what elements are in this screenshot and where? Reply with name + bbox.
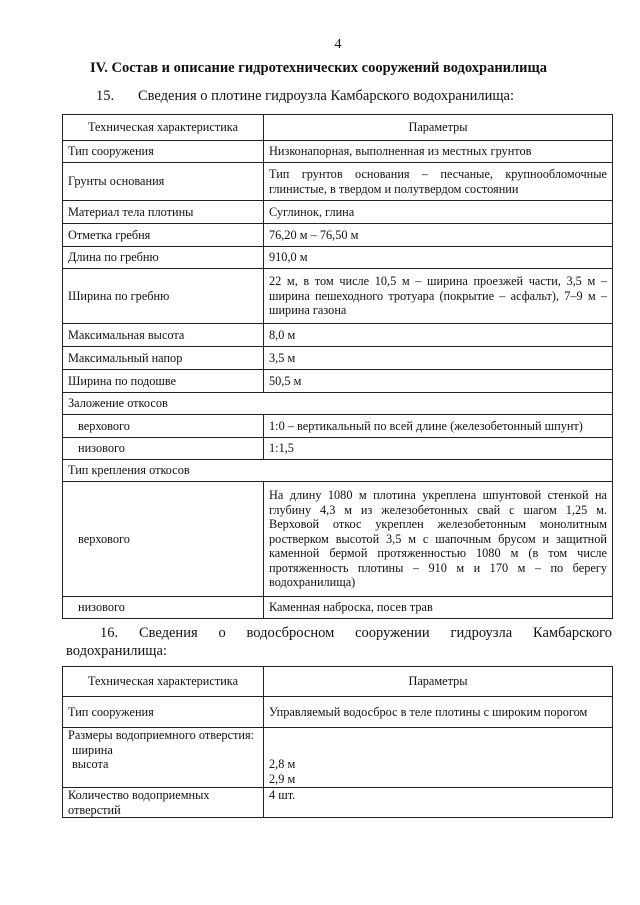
row-value: 1:0 – вертикальный по всей длине (железобетонный шпунт) <box>264 415 613 438</box>
column-header-characteristic: Техническая характеристика <box>63 115 264 141</box>
dam-specs-table <box>62 114 613 619</box>
row-label: низового <box>63 438 264 460</box>
row-value: 22 м, в том числе 10,5 м – ширина проезжей части, 3,5 м – ширина пешеходного тротуара (покрытие – асфальт), 7–9 м – ширина газона <box>264 269 613 324</box>
table-row <box>63 597 613 619</box>
table-row <box>63 141 613 163</box>
table-row <box>63 697 613 728</box>
table-row <box>63 224 613 247</box>
paragraph-16-line-1 <box>66 624 612 642</box>
paragraph-16-line-2: водохранилища: <box>66 643 167 659</box>
row-label: Грунты основания <box>63 163 264 201</box>
width-value: 2,8 м <box>269 757 296 771</box>
row-label: низового <box>63 597 264 619</box>
table-row <box>63 438 613 460</box>
paragraph-16-number: 16. <box>100 625 119 641</box>
column-header-parameters: Параметры <box>264 115 613 141</box>
row-label: верхового <box>63 482 264 597</box>
table-row <box>63 347 613 370</box>
section-heading: IV. Состав и описание гидротехнических сооружений водохранилища <box>90 60 548 76</box>
row-label: Ширина по подошве <box>63 370 264 393</box>
row-label: Тип сооружения <box>63 697 264 728</box>
row-label: Максимальный напор <box>63 347 264 370</box>
paragraph-16-word: сооружении <box>355 625 430 641</box>
paragraph-16-word: Камбарского <box>533 625 612 641</box>
row-value: Низконапорная, выполненная из местных грунтов <box>264 141 613 163</box>
row-value: На длину 1080 м плотина укреплена шпунтовой стенкой на глубину 4,3 м из железобетонных свай с шагом 1,25 м. Верховой откос укреплен железобетонным монолитным ростверком высотой 3,5 м с шапочным брусом и защитной каменной бермой протяженностью 1080 м (в том числе протяженность плотины – 910 м и 170 м – по берегу водохранилища) <box>264 482 613 597</box>
paragraph-15-text: Сведения о плотине гидроузла Камбарского водохранилища: <box>138 88 514 104</box>
width-label: ширина <box>72 742 113 757</box>
paragraph-16-word: Сведения <box>138 625 198 641</box>
row-value: Суглинок, глина <box>264 201 613 224</box>
row-label: Длина по гребню <box>63 247 264 269</box>
page-number: 4 <box>334 37 342 52</box>
row-value: 76,20 м – 76,50 м <box>264 224 613 247</box>
table-section-row <box>63 460 613 482</box>
row-value: Управляемый водосброс в теле плотины с широким порогом <box>264 697 613 728</box>
row-label: Максимальная высота <box>63 324 264 347</box>
table-row <box>63 269 613 324</box>
row-value: 910,0 м <box>264 247 613 269</box>
section-label-fixing: Тип крепления откосов <box>63 460 613 482</box>
row-label: Ширина по гребню <box>63 269 264 324</box>
table-section-row <box>63 393 613 415</box>
row-value: 8,0 м <box>264 324 613 347</box>
table-row <box>63 324 613 347</box>
table-row <box>63 482 613 597</box>
table-header-row <box>63 115 613 141</box>
row-value: 3,5 м <box>264 347 613 370</box>
size-label: Размеры водоприемного отверстия: <box>68 728 255 742</box>
table-row <box>63 201 613 224</box>
table-row <box>63 788 613 818</box>
row-label: Материал тела плотины <box>63 201 264 224</box>
paragraph-16-word: водосбросном <box>246 625 335 641</box>
column-header-parameters: Параметры <box>264 667 613 697</box>
row-label <box>63 728 264 788</box>
paragraph-15-number: 15. <box>96 88 115 104</box>
height-value: 2,9 м <box>269 771 296 786</box>
paragraph-16-word: гидроузла <box>450 625 513 641</box>
table-row <box>63 728 613 788</box>
column-header-characteristic: Техническая характеристика <box>63 667 264 697</box>
row-value: 1:1,5 <box>264 438 613 460</box>
paragraph-16-word: о <box>218 625 226 641</box>
row-value: Тип грунтов основания – песчаные, крупнообломочные глинистые, в твердом и полутвердом состоянии <box>264 163 613 201</box>
table-row <box>63 370 613 393</box>
row-value: 50,5 м <box>264 370 613 393</box>
row-label: верхового <box>63 415 264 438</box>
table-row <box>63 247 613 269</box>
row-value: 4 шт. <box>264 788 613 818</box>
paragraph-16 <box>66 624 612 660</box>
spillway-specs-table <box>62 666 613 818</box>
row-value <box>264 728 613 788</box>
row-label: Количество водоприемных отверстий <box>63 788 264 818</box>
table-row <box>63 163 613 201</box>
row-label: Отметка гребня <box>63 224 264 247</box>
table-row <box>63 415 613 438</box>
paragraph-15 <box>96 88 514 105</box>
row-value: Каменная наброска, посев трав <box>264 597 613 619</box>
height-label: высота <box>72 757 109 771</box>
table-header-row <box>63 667 613 697</box>
row-label: Тип сооружения <box>63 141 264 163</box>
section-label-slopes: Заложение откосов <box>63 393 613 415</box>
